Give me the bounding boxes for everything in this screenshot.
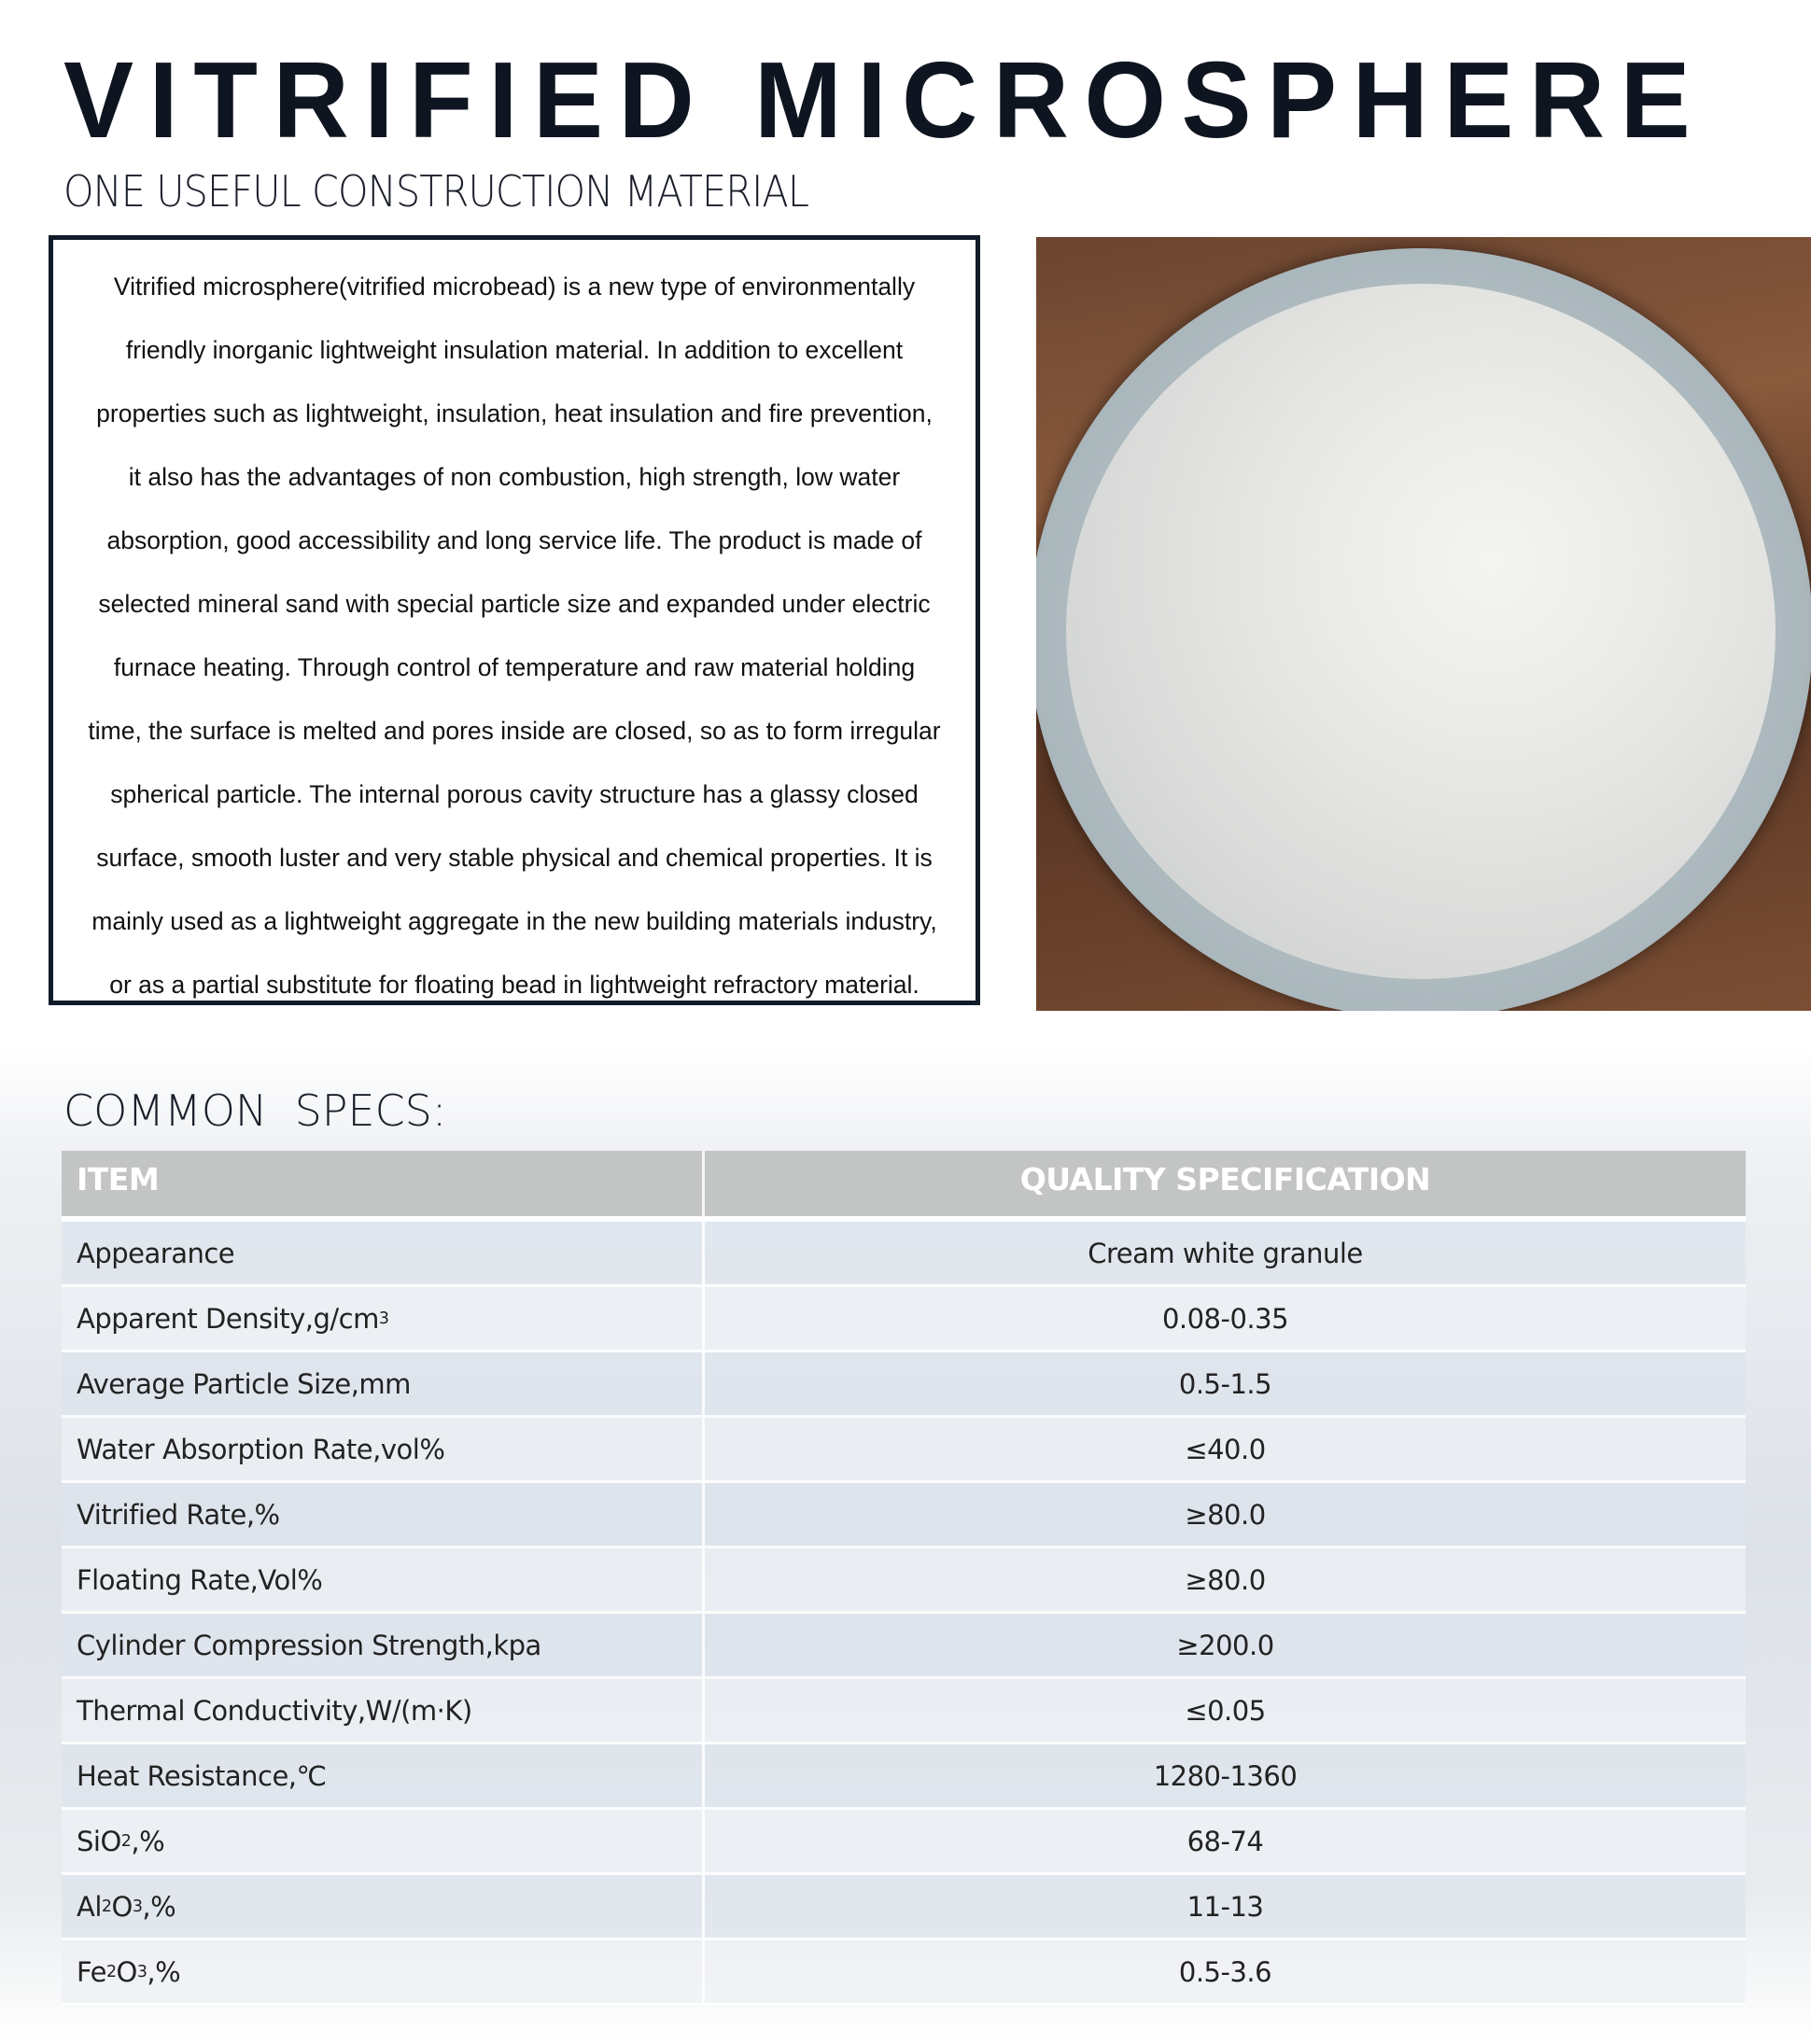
item-text: Thermal Conductivity,W/(m·K) [77,1694,472,1727]
specs-title: COMMON SPECS: [63,1085,447,1136]
item-text: Water Absorption Rate,vol% [77,1433,445,1465]
item-text: ,% [131,1825,165,1857]
table-row [62,1679,1746,1744]
description-line: mainly used as a lightweight aggregate in the new building materials industry, [91,907,937,935]
table-row [62,1548,1746,1614]
item-text: SiO [77,1825,121,1857]
table-row [62,1483,1746,1548]
spec-cell: 68-74 [1186,1825,1264,1857]
header-spec: QUALITY SPECIFICATION [1019,1160,1431,1197]
table-row [62,1875,1746,1940]
item-cell [62,1875,705,1938]
header-item: ITEM [62,1151,705,1216]
item-cell [62,1548,705,1611]
spec-cell: ≥80.0 [1185,1563,1266,1596]
item-cell [62,1679,705,1742]
item-cell [62,1352,705,1415]
table-header [62,1151,1746,1222]
table-row [62,1222,1746,1287]
subscript: 3 [136,1962,147,1981]
item-text: ,% [142,1890,176,1923]
description-line: selected mineral sand with special particle size and expanded under electric [98,590,931,618]
spec-cell: ≥80.0 [1185,1498,1266,1531]
item-text: Al [77,1890,102,1923]
subscript: 2 [105,1962,117,1981]
table-row [62,1418,1746,1483]
item-cell [62,1418,705,1480]
description-box [49,235,980,1005]
description-line: properties such as lightweight, insulation, heat insulation and fire prevention, [96,399,933,427]
item-cell [62,1744,705,1807]
spec-cell: 0.5-3.6 [1178,1955,1272,1988]
description-line: furnace heating. Through control of temperature and raw material holding [113,653,916,681]
item-text: Fe [77,1955,106,1988]
item-text: Cylinder Compression Strength,kpa [77,1629,541,1661]
item-cell [62,1287,705,1350]
description-line: surface, smooth luster and very stable physical and chemical properties. It is [96,844,933,872]
product-photo [1036,237,1811,1011]
item-cell [62,1483,705,1546]
page-title: VITRIFIED MICROSPHERE [63,39,1706,161]
spec-cell: 1280-1360 [1153,1759,1298,1792]
item-cell [62,1614,705,1676]
description-line: it also has the advantages of non combustion, high strength, low water [128,463,901,491]
spec-cell: 0.5-1.5 [1178,1367,1272,1400]
spec-cell: Cream white granule [1088,1237,1363,1269]
subscript: 3 [132,1897,143,1916]
item-text: Floating Rate,Vol% [77,1563,323,1596]
item-text: Vitrified Rate,% [77,1498,280,1531]
table-row [62,1352,1746,1418]
microsphere-powder [1066,284,1776,979]
table-row [62,1287,1746,1352]
description-line: time, the surface is melted and pores inside are closed, so as to form irregular [88,717,941,745]
spec-cell: ≤0.05 [1185,1694,1266,1727]
subscript: 2 [101,1897,112,1916]
item-text: Apparent Density,g/cm [77,1302,379,1335]
spec-cell: ≥200.0 [1176,1629,1274,1661]
item-text: O [116,1955,137,1988]
description-line: absorption, good accessibility and long service life. The product is made of [106,526,922,554]
description-line: friendly inorganic lightweight insulation material. In addition to excellent [125,336,904,364]
spec-cell: 11-13 [1186,1890,1264,1923]
description-line: spherical particle. The internal porous cavity structure has a glassy closed [110,780,919,808]
item-text: Appearance [77,1237,235,1269]
page-subtitle: ONE USEFUL CONSTRUCTION MATERIAL [63,166,809,217]
table-row [62,1810,1746,1875]
description-line: or as a partial substitute for floating bead in lightweight refractory material. [109,971,920,999]
table-row [62,1614,1746,1679]
superscript: 3 [378,1309,389,1328]
spec-cell: ≤40.0 [1185,1433,1266,1465]
specs-table [62,1151,1746,2006]
item-text: O [111,1890,133,1923]
subscript: 2 [120,1831,132,1851]
item-cell [62,1940,705,2003]
item-text: ,% [147,1955,181,1988]
item-cell [62,1222,705,1284]
description-line: Vitrified microsphere(vitrified microbead) is a new type of environmentally [113,273,916,301]
item-text: Average Particle Size,mm [77,1367,411,1400]
spec-cell: 0.08-0.35 [1161,1302,1289,1335]
table-row [62,1744,1746,1810]
item-cell [62,1810,705,1872]
item-text: Heat Resistance,℃ [77,1759,327,1792]
table-row [62,1940,1746,2006]
